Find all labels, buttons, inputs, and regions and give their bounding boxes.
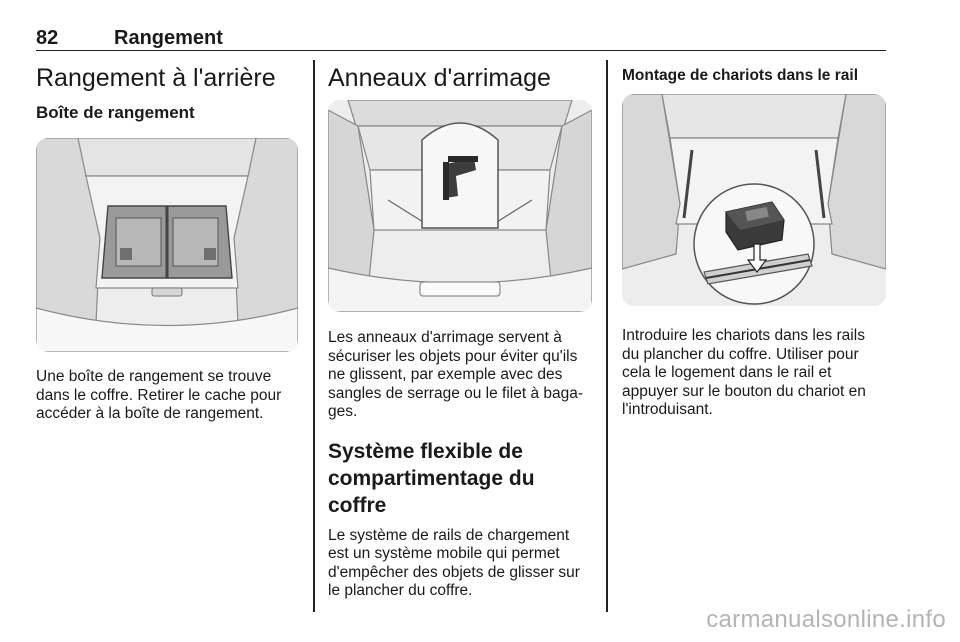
- column-rail-mounting: [622, 58, 886, 420]
- page-header: [36, 20, 886, 51]
- section-heading-tie-down: Anneaux d'arrimage: [328, 64, 551, 92]
- column-storage-box: [36, 58, 298, 424]
- rail-mounting-text: Introduire les chariots dans les rails du plancher du coffre. Utiliser pour cela le logement dans le rail et appuyer sur le bouton du chariot en l'introduisant.: [622, 327, 866, 418]
- page-number: 82: [36, 27, 59, 49]
- section-heading-flexible-system: Système flexible de compartimentage du coffre: [328, 439, 535, 517]
- tie-down-rings-illustration: [328, 100, 592, 312]
- column-divider-right: [606, 60, 608, 612]
- flexible-system-text: Le système de rails de chargement est un système mobile qui permet d'empêcher des objets de glisser sur le plancher du coffre.: [328, 526, 580, 599]
- column-divider-left: [313, 60, 315, 612]
- chapter-title: Rangement: [114, 27, 223, 49]
- subheading-storage-box: Boîte de rangement: [36, 103, 195, 122]
- subheading-rail-mounting: Montage de chariots dans le rail: [622, 67, 859, 84]
- column-tie-down: [328, 58, 592, 601]
- storage-box-text: Une boîte de rangement se trouve dans le coffre. Retirer le cache pour accéder à la boîte de rangement.: [36, 368, 282, 422]
- tie-down-text: Les anneaux d'arrimage servent à sécuriser les objets pour éviter qu'ils ne glissent, par exemple avec des sangles de serrage ou le filet à baga-ges.: [328, 329, 584, 420]
- storage-box-illustration: [36, 138, 298, 352]
- rail-carriage-illustration: [622, 94, 886, 306]
- watermark: carmanualsonline.info: [706, 606, 946, 633]
- section-heading-rear-storage: Rangement à l'arrière: [36, 64, 276, 92]
